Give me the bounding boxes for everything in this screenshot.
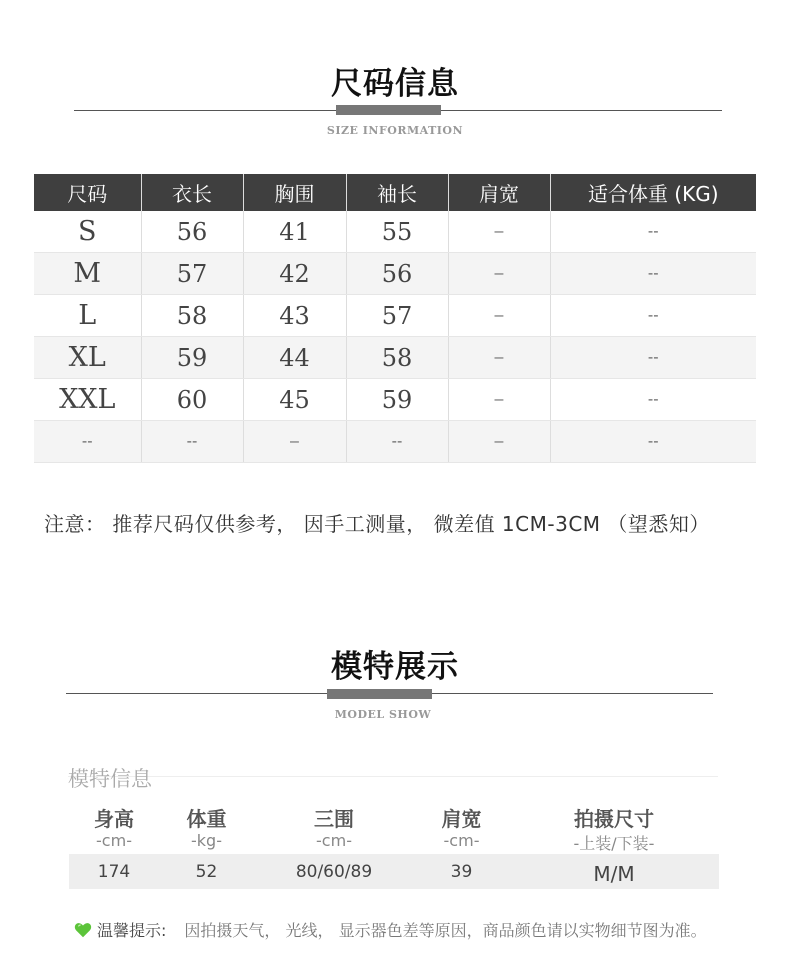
model-unit: -上装/下装-: [573, 834, 655, 853]
table-cell: 58: [346, 337, 448, 379]
header-cell: 肩宽: [448, 174, 550, 211]
table-cell: –: [448, 253, 550, 295]
model-unit: -kg-: [191, 831, 222, 850]
table-row: [34, 421, 756, 463]
model-section-subtitle: MODEL SHOW: [334, 708, 432, 721]
table-cell: 55: [346, 211, 448, 253]
table-cell: 59: [141, 337, 243, 379]
model-header: 三围: [314, 807, 354, 831]
table-cell: 60: [141, 379, 243, 421]
table-cell: M: [34, 253, 141, 295]
table-cell: –: [448, 211, 550, 253]
table-cell: XL: [34, 337, 141, 379]
table-cell: --: [34, 421, 141, 463]
table-row: [34, 295, 756, 337]
model-header: 体重: [186, 807, 227, 831]
table-cell: 56: [141, 211, 243, 253]
model-header: 肩宽: [441, 807, 482, 831]
table-cell: 44: [243, 337, 346, 379]
model-unit: -cm-: [443, 831, 480, 850]
model-value: M/M: [593, 861, 635, 886]
measurement-note: 注意： 推荐尺码仅供参考， 因手工测量， 微差值 1CM-3CM （望悉知）: [44, 512, 710, 536]
table-cell: --: [550, 295, 756, 337]
table-cell: 57: [141, 253, 243, 295]
table-cell: –: [448, 421, 550, 463]
size-section-subtitle: SIZE INFORMATION: [326, 124, 464, 137]
model-value: 52: [195, 861, 218, 882]
model-title-accent-bar: [327, 689, 432, 699]
header-cell: 袖长: [346, 174, 448, 211]
model-unit: -cm-: [316, 831, 352, 850]
header-cell: 适合体重 (KG): [550, 174, 756, 211]
table-cell: --: [550, 421, 756, 463]
table-cell: 45: [243, 379, 346, 421]
table-cell: XXL: [34, 379, 141, 421]
table-cell: L: [34, 295, 141, 337]
table-cell: 42: [243, 253, 346, 295]
table-cell: –: [448, 379, 550, 421]
table-cell: --: [550, 379, 756, 421]
table-cell: –: [243, 421, 346, 463]
table-cell: 43: [243, 295, 346, 337]
size-title-accent-bar: [336, 105, 441, 115]
table-cell: --: [550, 253, 756, 295]
footnote-text: 因拍摄天气， 光线， 显示器色差等原因，商品颜色请以实物细节图为准。: [184, 921, 707, 940]
table-cell: --: [550, 337, 756, 379]
header-cell: 胸围: [243, 174, 346, 211]
model-value: 39: [450, 861, 473, 882]
table-cell: --: [346, 421, 448, 463]
model-info-units: [69, 831, 719, 854]
size-table: [34, 174, 756, 463]
table-cell: –: [448, 295, 550, 337]
model-section-title: 模特展示: [331, 649, 459, 685]
model-info-title: 模特信息: [68, 767, 152, 791]
footnote: [74, 918, 707, 941]
model-info-values: [69, 854, 719, 889]
table-row: [34, 253, 756, 295]
model-header: 拍摄尺寸: [574, 807, 654, 831]
table-cell: 58: [141, 295, 243, 337]
table-cell: 59: [346, 379, 448, 421]
header-cell: 衣长: [141, 174, 243, 211]
table-cell: S: [34, 211, 141, 253]
table-row: [34, 337, 756, 379]
table-row: [34, 211, 756, 253]
table-cell: –: [448, 337, 550, 379]
model-info-divider: [68, 776, 718, 777]
footnote-label: 温馨提示:: [97, 921, 167, 940]
model-value: 80/60/89: [295, 861, 373, 882]
table-cell: 41: [243, 211, 346, 253]
table-row: [34, 379, 756, 421]
model-header: 身高: [94, 807, 134, 831]
model-unit: -cm-: [96, 831, 132, 850]
heart-icon: [74, 921, 92, 939]
size-table-header: [34, 174, 756, 211]
table-cell: 57: [346, 295, 448, 337]
size-section-title: 尺码信息: [331, 66, 459, 102]
table-cell: --: [550, 211, 756, 253]
table-cell: 56: [346, 253, 448, 295]
model-value: 174: [97, 861, 131, 882]
model-info-headers: [69, 803, 719, 832]
table-cell: --: [141, 421, 243, 463]
header-cell: 尺码: [34, 174, 141, 211]
